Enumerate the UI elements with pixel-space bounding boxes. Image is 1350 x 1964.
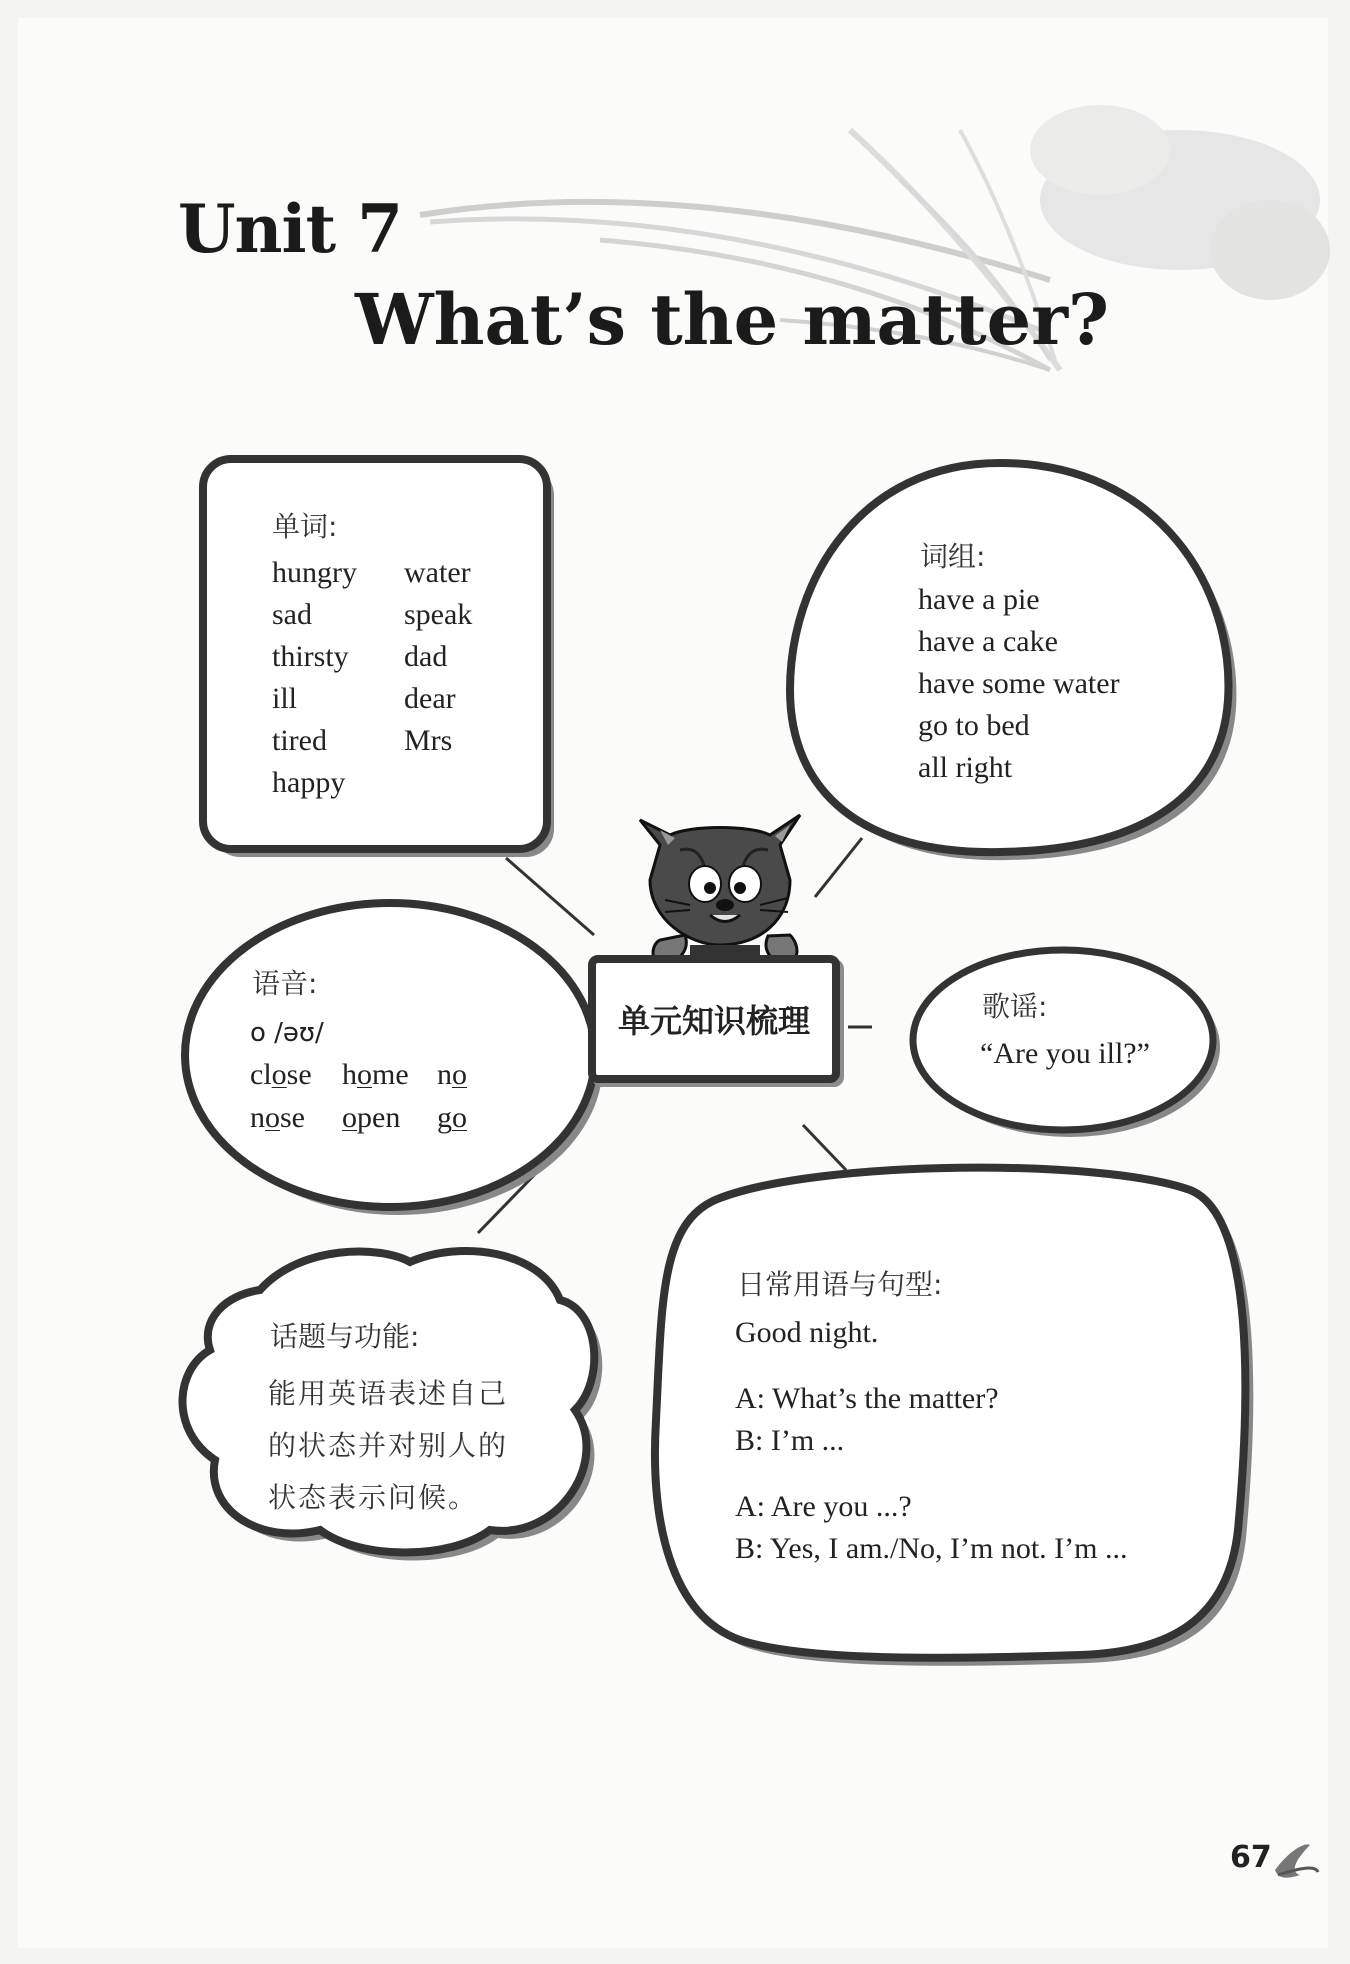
- phrases-label: 词组:: [920, 540, 986, 573]
- unit-summary-label: 单元知识梳理: [617, 1002, 810, 1040]
- page-title: What’s the matter?: [355, 278, 1110, 361]
- word-part: me: [372, 1058, 409, 1091]
- phrase-item: all right: [918, 751, 1013, 784]
- vocab-word: Mrs: [404, 724, 453, 757]
- page-number: 67: [1230, 1840, 1272, 1875]
- vocabulary-column-2: [404, 556, 472, 766]
- cat-mascot-icon: [640, 815, 800, 965]
- underlined-letter: o: [271, 1058, 287, 1091]
- song-title: “Are you ill?”: [980, 1037, 1150, 1070]
- vocab-word: dear: [404, 682, 456, 715]
- phonics-word-close: [250, 1054, 312, 1096]
- expression-line: A: What’s the matter?: [735, 1382, 999, 1415]
- phrase-item: have a cake: [918, 625, 1058, 658]
- leaf-icon: [1275, 1844, 1318, 1877]
- phrase-item: have some water: [918, 667, 1120, 700]
- song-label: 歌谣:: [982, 990, 1048, 1023]
- vocab-word: happy: [272, 766, 346, 799]
- vocabulary-label: 单词:: [272, 510, 338, 543]
- underlined-letter: o: [342, 1101, 357, 1134]
- word-part: n: [437, 1058, 452, 1091]
- vocab-word: ill: [272, 682, 298, 715]
- topic-line: 的状态并对别人的: [268, 1429, 509, 1462]
- topic-line: 能用英语表述自己: [268, 1377, 509, 1410]
- expressions-label: 日常用语与句型:: [737, 1268, 943, 1301]
- expression-line: B: Yes, I am./No, I’m not. I’m ...: [735, 1532, 1128, 1565]
- vocab-word: tired: [272, 724, 327, 757]
- underlined-letter: o: [357, 1058, 372, 1091]
- unit-summary-box: [588, 955, 840, 1083]
- phonics-word-go: [437, 1097, 467, 1139]
- phonics-word-nose: [250, 1097, 305, 1139]
- phrases-list: [918, 583, 1120, 793]
- expression-line: B: I’m ...: [735, 1424, 845, 1457]
- word-part: n: [250, 1101, 265, 1134]
- word-part: se: [280, 1101, 305, 1134]
- vocabulary-bubble: [203, 459, 554, 857]
- phonics-word-home: [342, 1054, 409, 1096]
- word-part: g: [437, 1101, 452, 1134]
- expression-line: A: Are you ...?: [735, 1490, 912, 1523]
- vocab-word: thirsty: [272, 640, 349, 673]
- vocab-word: dad: [404, 640, 448, 673]
- underlined-letter: o: [452, 1101, 467, 1134]
- vocab-word: sad: [272, 598, 312, 631]
- unit-title: Unit 7: [178, 190, 403, 268]
- topic-line: 状态表示问候。: [268, 1481, 479, 1514]
- vocab-word: speak: [404, 598, 473, 631]
- vocabulary-column-1: [272, 556, 357, 808]
- vocab-word: hungry: [272, 556, 357, 589]
- phonics-word-no: [437, 1054, 467, 1096]
- word-part: pen: [357, 1101, 401, 1134]
- underlined-letter: o: [452, 1058, 467, 1091]
- topic-lines: [268, 1372, 508, 1528]
- phonics-word-open: [342, 1097, 400, 1139]
- word-part: se: [286, 1058, 312, 1091]
- phonics-sound: o /əʊ/: [250, 1018, 324, 1048]
- word-part: cl: [250, 1058, 272, 1091]
- phrase-item: have a pie: [918, 583, 1040, 616]
- topic-label: 话题与功能:: [270, 1320, 420, 1353]
- word-part: h: [342, 1058, 357, 1091]
- phrase-item: go to bed: [918, 709, 1030, 742]
- phonics-label: 语音:: [252, 967, 318, 1000]
- expression-line: Good night.: [735, 1316, 879, 1349]
- underlined-letter: o: [265, 1101, 280, 1134]
- vocab-word: water: [404, 556, 471, 589]
